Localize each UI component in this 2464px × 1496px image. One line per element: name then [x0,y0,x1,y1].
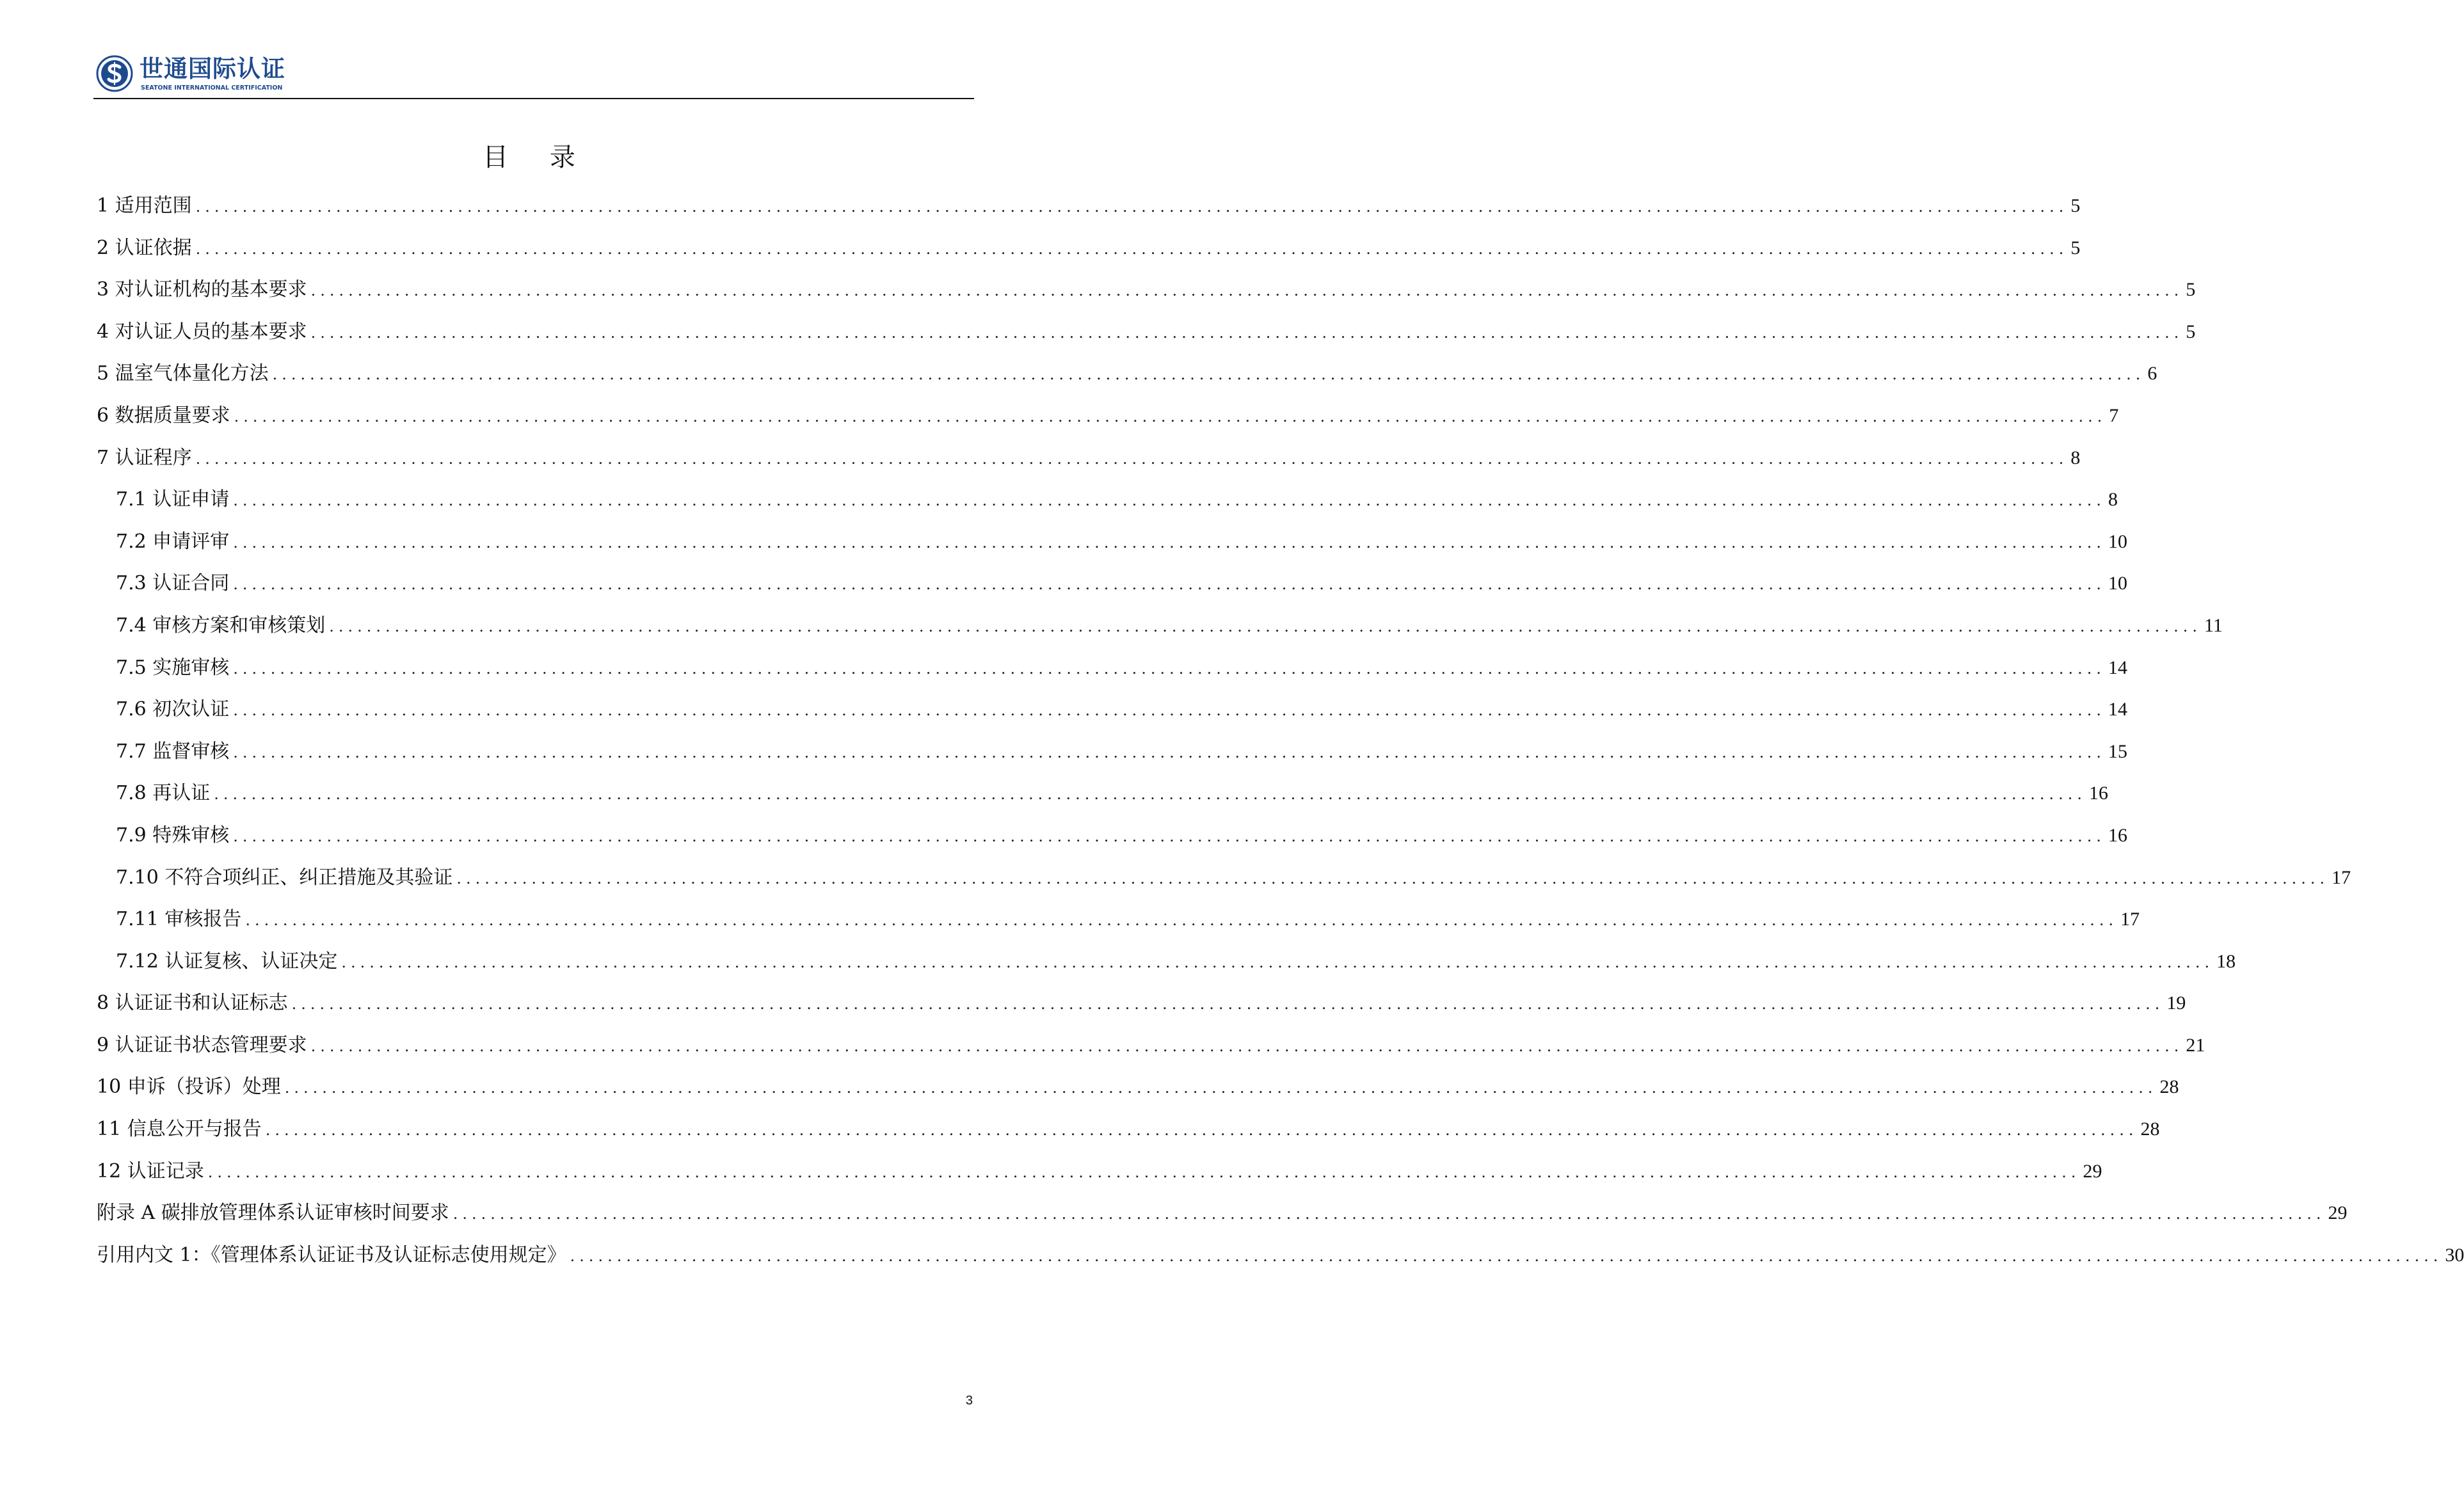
toc-dot-leader: ........................................................................................................................................................................................................ [233,743,2106,761]
toc-entry[interactable] [97,861,2351,903]
toc-entry-label: 7.12 认证复核、认证决定 [116,950,338,973]
toc-dot-leader: ........................................................................................................................................................................................................ [195,239,2068,258]
page-header [96,54,972,99]
toc-entry-page: 5 [2186,279,2196,301]
toc-entry-label: 7.1 认证申请 [116,488,230,511]
toc-entry-label: 7.7 监督审核 [116,740,230,763]
toc-entry-label: 7.9 特殊审核 [116,824,230,847]
toc-dot-leader: ........................................................................................................................................................................................................ [310,323,2184,342]
toc-entry-label: 7.10 不符合项纠正、纠正措施及其验证 [116,866,453,889]
toc-entry-label: 11 信息公开与报告 [97,1118,262,1141]
toc-entry-page: 16 [2108,824,2128,846]
toc-entry[interactable] [97,357,2157,399]
toc-entry[interactable] [97,442,2081,484]
header-divider [93,98,974,99]
toc-dot-leader: ........................................................................................................................................................................................................ [233,575,2106,594]
toc-dot-leader: ........................................................................................................................................................................................................ [234,407,2107,426]
toc-entry-page: 7 [2109,404,2119,426]
toc-entry-page: 15 [2108,740,2128,762]
toc-dot-leader: ........................................................................................................................................................................................................ [233,701,2106,720]
toc-entry-label: 7.11 审核报告 [116,908,242,931]
toc-entry-page: 30 [2445,1244,2464,1266]
toc-entry[interactable] [97,945,2236,987]
toc-entry-label: 10 申诉（投诉）处理 [97,1076,281,1099]
toc-entry-label: 7.4 审核方案和审核策划 [116,614,326,637]
toc-dot-leader: ........................................................................................................................................................................................................ [291,995,2164,1014]
toc-entry-page: 5 [2186,321,2196,342]
toc-dot-leader: ........................................................................................................................................................................................................ [233,827,2106,845]
toc-entry-page: 28 [2140,1118,2160,1140]
toc-entry-page: 10 [2108,530,2128,552]
toc-entry-page: 29 [2328,1202,2348,1224]
toc-dot-leader: ........................................................................................................................................................................................................ [195,449,2068,468]
toc-dot-leader: ........................................................................................................................................................................................................ [272,365,2145,384]
toc-dot-leader: ........................................................................................................................................................................................................ [214,785,2087,804]
toc-dot-leader: ........................................................................................................................................................................................................ [265,1121,2138,1140]
toc-entry-label: 3 对认证机构的基本要求 [97,278,307,301]
toc-dot-leader: ........................................................................................................................................................................................................ [245,911,2118,930]
toc-entry-page: 10 [2108,573,2128,594]
toc-entry-page: 28 [2159,1076,2179,1098]
toc-entry-label: 7.6 初次认证 [116,698,230,721]
toc-entry-label: 2 认证依据 [97,236,192,259]
toc-entry[interactable] [97,232,2081,274]
toc-dot-leader: ........................................................................................................................................................................................................ [456,869,2330,887]
toc-entry-label: 7 认证程序 [97,446,192,469]
toc-dot-leader: ........................................................................................................................................................................................................ [195,198,2068,216]
toc-entry[interactable] [97,189,2081,232]
toc-dot-leader: ........................................................................................................................................................................................................ [570,1246,2443,1265]
toc-entry[interactable] [97,903,2140,945]
toc-entry[interactable] [97,1197,2348,1239]
toc-entry-page: 14 [2108,656,2128,678]
toc-entry[interactable] [97,651,2128,694]
toc-entry-page: 5 [2070,195,2081,216]
logo-english-name: SEATONE INTERNATIONAL CERTIFICATION [141,84,283,92]
toc-entry-label: 7.2 申请评审 [116,530,230,553]
toc-entry-label: 12 认证记录 [97,1159,204,1182]
toc-entry[interactable] [97,1070,2179,1113]
toc-dot-leader: ........................................................................................................................................................................................................ [329,617,2202,635]
toc-entry-page: 5 [2070,237,2081,259]
toc-entry[interactable] [97,1029,2205,1071]
toc-entry[interactable] [97,399,2119,442]
toc-dot-leader: ........................................................................................................................................................................................................ [452,1205,2326,1223]
toc-entry-page: 21 [2186,1034,2205,1056]
toc-dot-leader: ........................................................................................................................................................................................................ [310,282,2184,300]
toc-entry-page: 8 [2108,489,2118,511]
toc-entry[interactable] [97,525,2128,568]
toc-entry[interactable] [97,315,2196,358]
toc-dot-leader: ........................................................................................................................................................................................................ [207,1163,2081,1181]
toc-entry-page: 17 [2332,866,2351,888]
toc-entry[interactable] [97,1113,2160,1155]
logo-chinese-name: 世通国际认证 [140,55,285,83]
toc-entry-label: 1 适用范围 [97,195,192,217]
toc-entry-label: 引用内文 1：《管理体系认证证书及认证标志使用规定》 [97,1243,566,1266]
toc-entry-page: 6 [2147,363,2157,385]
toc-entry[interactable] [97,693,2128,735]
toc-entry[interactable] [97,777,2109,819]
toc-entry-page: 8 [2070,447,2081,468]
toc-dot-leader: ........................................................................................................................................................................................................ [233,491,2106,510]
seatone-logo-icon [96,55,133,92]
toc-entry-page: 18 [2216,950,2236,972]
toc-dot-leader: ........................................................................................................................................................................................................ [284,1079,2157,1097]
toc-entry[interactable] [97,609,2223,651]
toc-entry-label: 附录 A 碳排放管理体系认证审核时间要求 [97,1202,449,1225]
toc-entry-label: 8 认证证书和认证标志 [97,992,288,1015]
toc-entry[interactable] [97,1155,2102,1197]
toc-entry[interactable] [97,273,2196,315]
toc-dot-leader: ........................................................................................................................................................................................................ [310,1037,2184,1055]
toc-title: 目 录 [483,143,592,172]
toc-entry-page: 19 [2166,992,2186,1014]
toc-entry-page: 17 [2120,909,2140,930]
toc-entry[interactable] [97,819,2128,861]
toc-entry[interactable] [97,987,2186,1029]
page-number: 3 [965,1394,973,1408]
toc-entry[interactable] [97,567,2128,609]
toc-entry-label: 7.3 认证合同 [116,572,230,595]
toc-dot-leader: ........................................................................................................................................................................................................ [233,533,2106,552]
toc-entry-label: 6 数据质量要求 [97,404,230,427]
toc-entry-page: 11 [2204,614,2223,636]
toc-entry[interactable] [97,1239,2464,1281]
toc-entry-page: 29 [2083,1160,2102,1182]
toc-entry-label: 4 对认证人员的基本要求 [97,320,307,343]
toc-entry-page: 16 [2089,783,2109,804]
toc-entry-label: 7.8 再认证 [116,782,211,805]
table-of-contents [97,189,2464,1280]
toc-dot-leader: ........................................................................................................................................................................................................ [341,953,2214,971]
toc-entry-page: 14 [2108,699,2128,720]
toc-entry[interactable] [97,483,2118,525]
toc-entry-label: 9 认证证书状态管理要求 [97,1033,307,1056]
toc-dot-leader: ........................................................................................................................................................................................................ [233,659,2106,678]
toc-entry-label: 5 温室气体量化方法 [97,362,269,385]
toc-entry[interactable] [97,735,2128,777]
toc-entry-label: 7.5 实施审核 [116,656,230,679]
